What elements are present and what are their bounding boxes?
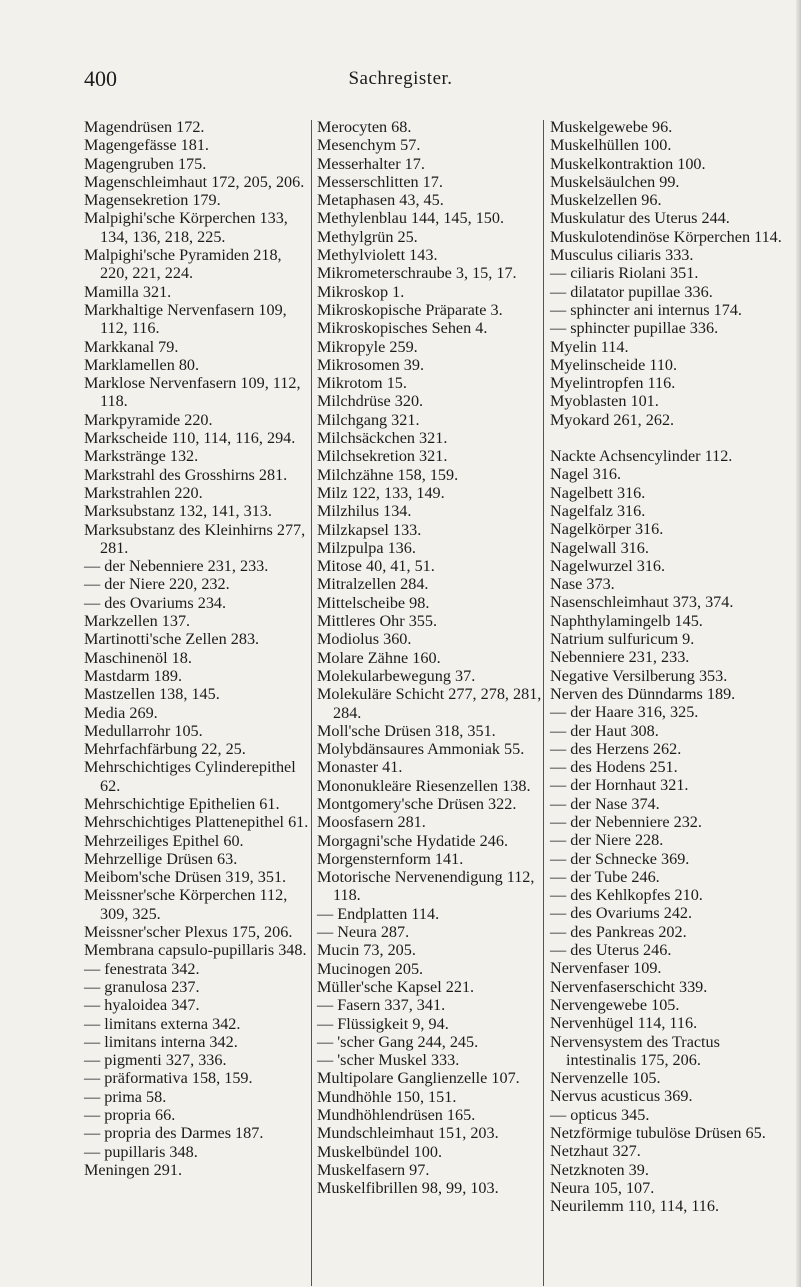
index-entry: — der Niere 228. — [550, 831, 664, 850]
index-entry: Maschinenöl 18. — [84, 648, 192, 667]
index-entry: Mikroskop 1. — [317, 282, 405, 301]
index-entry: Mikropyle 259. — [317, 337, 418, 356]
index-entry: Membrana capsulo-pupillaris 348. — [84, 941, 307, 960]
index-entry: Mehrfachfärbung 22, 25. — [84, 740, 246, 759]
column-divider — [543, 120, 544, 1286]
index-entry: Nackte Achsencylinder 112. — [550, 447, 733, 466]
index-entry: Muskelzellen 96. — [550, 191, 662, 210]
index-entry: Markstränge 132. — [84, 447, 199, 466]
index-entry: Milchsekretion 321. — [317, 447, 448, 466]
index-entry: — sphincter ani internus 174. — [550, 300, 742, 319]
index-column-3 — [550, 118, 782, 1216]
index-entry: — der Nebenniere 231, 233. — [84, 557, 269, 576]
index-entry: Marksubstanz des Kleinhirns 277, 281. — [84, 520, 306, 557]
index-column-1 — [84, 118, 310, 1179]
index-entry: Molare Zähne 160. — [317, 648, 441, 667]
index-column-2 — [317, 118, 543, 1198]
index-entry: Mononukleäre Riesenzellen 138. — [317, 776, 531, 795]
index-entry: Markstrahl des Grosshirns 281. — [84, 465, 288, 484]
index-entry: — hyaloidea 347. — [84, 996, 200, 1015]
index-entry: Neura 105, 107. — [550, 1178, 655, 1197]
index-entry: Meissner'scher Plexus 175, 206. — [84, 923, 293, 942]
index-entry: Milzkapsel 133. — [317, 520, 422, 539]
index-entry: Magensekretion 179. — [84, 191, 221, 210]
index-entry: Nagelwall 316. — [550, 538, 649, 557]
index-entry: Messerschlitten 17. — [317, 172, 443, 191]
index-entry: Muskelhüllen 100. — [550, 136, 672, 155]
index-entry: Merocyten 68. — [317, 118, 412, 136]
index-group-n — [550, 447, 782, 1215]
index-entry: Nervengewebe 105. — [550, 995, 680, 1014]
index-entry: Nebenniere 231, 233. — [550, 648, 690, 667]
index-entry: Nase 373. — [550, 575, 615, 594]
index-entry: Multipolare Ganglienzelle 107. — [317, 1069, 520, 1088]
index-entry: Moosfasern 281. — [317, 813, 426, 832]
index-entry: — prima 58. — [84, 1087, 167, 1106]
index-entry: — limitans interna 342. — [84, 1032, 238, 1051]
index-entry: Markpyramide 220. — [84, 410, 213, 429]
index-entry: Milchsäckchen 321. — [317, 429, 448, 448]
index-entry: Mikrometerschraube 3, 15, 17. — [317, 264, 517, 283]
index-entry: Markzellen 137. — [84, 612, 191, 631]
index-entry: — Endplatten 114. — [317, 904, 440, 923]
index-entry: Methylgrün 25. — [317, 227, 418, 246]
index-entry: — 'scher Gang 244, 245. — [317, 1032, 479, 1051]
index-entry: Mittelscheibe 98. — [317, 593, 430, 612]
index-entry: Milchzähne 158, 159. — [317, 465, 459, 484]
index-entry: Myelinscheide 110. — [550, 355, 678, 374]
index-entry: — des Pankreas 202. — [550, 922, 687, 941]
index-entry: Netzförmige tubulöse Drüsen 65. — [550, 1124, 766, 1143]
index-entry: — der Nase 374. — [550, 794, 660, 813]
index-entry: Mittleres Ohr 355. — [317, 612, 438, 631]
index-entry: — des Uterus 246. — [550, 941, 672, 960]
index-entry: Molekularbewegung 37. — [317, 666, 476, 685]
index-entry: Myoblasten 101. — [550, 392, 659, 411]
column-divider — [311, 120, 312, 1286]
index-entry: Methylviolett 143. — [317, 246, 438, 265]
index-entry: Nagelbett 316. — [550, 483, 646, 502]
index-entry: Netzhaut 327. — [550, 1142, 641, 1161]
index-entry: Marklose Nervenfasern 109, 112, 118. — [84, 374, 301, 411]
index-entry: — dilatator pupillae 336. — [550, 282, 713, 301]
index-entry: Nasenschleimhaut 373, 374. — [550, 593, 734, 612]
index-entry: — pupillaris 348. — [84, 1142, 198, 1161]
index-entry: Malpighi'sche Pyramiden 218, 220, 221, 224. — [84, 246, 282, 283]
index-entry: — der Haare 316, 325. — [550, 703, 699, 722]
index-entry: Müller'sche Kapsel 221. — [317, 977, 475, 996]
index-entry: Nagel 316. — [550, 465, 622, 484]
index-entry: Nervenfaserschicht 339. — [550, 977, 708, 996]
index-entry: Mehrzellige Drüsen 63. — [84, 849, 238, 868]
index-entry: Metaphasen 43, 45. — [317, 191, 444, 210]
index-entry: — der Nebenniere 232. — [550, 812, 702, 831]
index-entry: Mundhöhle 150, 151. — [317, 1087, 457, 1106]
index-entry: Mehrschichtiges Cylinderepithel 62. — [84, 758, 296, 795]
index-entry: Nagelkörper 316. — [550, 520, 664, 539]
index-entry: Mitose 40, 41, 51. — [317, 557, 435, 576]
index-entry: — der Hornhaut 321. — [550, 776, 689, 795]
index-entry: Mehrschichtige Epithelien 61. — [84, 794, 280, 813]
index-entry: Markkanal 79. — [84, 337, 179, 356]
index-entry: Netzknoten 39. — [550, 1160, 649, 1179]
index-entry: — limitans externa 342. — [84, 1014, 241, 1033]
index-entry: Marksubstanz 132, 141, 313. — [84, 502, 272, 521]
index-entry: Milchdrüse 320. — [317, 392, 424, 411]
index-entry: Molekuläre Schicht 277, 278, 281, 284. — [317, 685, 542, 722]
page-number: 400 — [84, 66, 117, 91]
index-entry: — des Ovariums 234. — [84, 593, 227, 612]
index-entry: — des Kehlkopfes 210. — [550, 886, 703, 905]
index-entry: — ciliaris Riolani 351. — [550, 264, 699, 283]
index-entry: Malpighi'sche Körperchen 133, 134, 136, 218, 225. — [84, 209, 288, 246]
index-entry: Modiolus 360. — [317, 630, 412, 649]
index-entry: — propria 66. — [84, 1106, 176, 1125]
index-entry: — pigmenti 327, 336. — [84, 1051, 227, 1070]
index-entry: Naphthylamingelb 145. — [550, 611, 703, 630]
index-entry: Nervenzelle 105. — [550, 1069, 661, 1088]
index-entry: Montgomery'sche Drüsen 322. — [317, 794, 517, 813]
index-entry: — granulosa 237. — [84, 977, 200, 996]
index-entry: Magengefässe 181. — [84, 136, 209, 155]
index-group-m — [550, 118, 782, 429]
index-entry: Muskelkontraktion 100. — [550, 154, 706, 173]
index-entry: — propria des Darmes 187. — [84, 1124, 264, 1143]
index-entry: Muskulotendinöse Körperchen 114. — [550, 227, 782, 246]
index-entry: — präformativa 158, 159. — [84, 1069, 253, 1088]
index-entry: Mucinogen 205. — [317, 959, 424, 978]
index-entry: — des Herzens 262. — [550, 739, 682, 758]
index-entry: Nervus acusticus 369. — [550, 1087, 693, 1106]
page-edge — [796, 0, 801, 1287]
running-head: Sachregister. — [348, 68, 453, 89]
index-entry: Mikrotom 15. — [317, 374, 407, 393]
index-entry: Molybdänsaures Ammoniak 55. — [317, 740, 525, 759]
index-entry: — der Niere 220, 232. — [84, 575, 230, 594]
index-entry: Milzpulpa 136. — [317, 538, 416, 557]
index-entry: — der Tube 246. — [550, 867, 660, 886]
index-entry: — 'scher Muskel 333. — [317, 1051, 460, 1070]
index-entry: Natrium sulfuricum 9. — [550, 630, 695, 649]
index-entry: Mitralzellen 284. — [317, 575, 429, 594]
index-entry: Mehrzeiliges Epithel 60. — [84, 831, 244, 850]
index-entry: Motorische Nervenendigung 112, 118. — [317, 868, 535, 905]
index-entry: — des Ovariums 242. — [550, 904, 693, 923]
index-entry: Mikroskopische Präparate 3. — [317, 300, 503, 319]
index-entry: — der Schnecke 369. — [550, 849, 690, 868]
index-entry: Moll'sche Drüsen 318, 351. — [317, 721, 496, 740]
index-entry: Marklamellen 80. — [84, 355, 200, 374]
index-entry: Myelin 114. — [550, 337, 629, 356]
index-entry: Nerven des Dünndarms 189. — [550, 684, 736, 703]
index-entry: Morgagni'sche Hydatide 246. — [317, 831, 508, 850]
index-entry: Markhaltige Nervenfasern 109, 112, 116. — [84, 300, 287, 338]
index-entry: Markscheide 110, 114, 116, 294. — [84, 429, 296, 448]
index-entry: Nervensystem des Tractus intestinalis 175, 206. — [550, 1032, 720, 1069]
index-entry: Milzhilus 134. — [317, 502, 412, 521]
index-entry: Nervenhügel 114, 116. — [550, 1014, 698, 1033]
index-entry: Martinotti'sche Zellen 283. — [84, 630, 260, 649]
index-entry: Nervenfaser 109. — [550, 959, 662, 978]
index-entry: Muskelfasern 97. — [317, 1160, 430, 1179]
index-entry: Mucin 73, 205. — [317, 941, 416, 960]
index-entry: Mastdarm 189. — [84, 666, 183, 685]
letter-group-gap — [550, 429, 782, 447]
index-entry: Milz 122, 133, 149. — [317, 483, 445, 502]
index-entry: Meningen 291. — [84, 1160, 183, 1179]
index-entry: Nagelfalz 316. — [550, 501, 646, 520]
index-entry: Morgensternform 141. — [317, 849, 464, 868]
index-entry: Mundschleimhaut 151, 203. — [317, 1124, 499, 1143]
index-entry: Magenschleimhaut 172, 205, 206. — [84, 172, 305, 191]
index-entry: — der Haut 308. — [550, 721, 659, 740]
index-entry: Mikroskopisches Sehen 4. — [317, 319, 488, 338]
index-entry: — des Hodens 251. — [550, 758, 678, 777]
index-entry: Muskelbündel 100. — [317, 1142, 442, 1161]
index-entry: Messerhalter 17. — [317, 154, 425, 173]
index-entry: — sphincter pupillae 336. — [550, 319, 719, 338]
index-entry: Mundhöhlendrüsen 165. — [317, 1106, 476, 1125]
index-entry: Mamilla 321. — [84, 282, 172, 301]
index-entry: Muskelgewebe 96. — [550, 118, 673, 136]
index-entry: Mesenchym 57. — [317, 136, 421, 155]
index-entry: Medullarrohr 105. — [84, 721, 203, 740]
index-entry: — Flüssigkeit 9, 94. — [317, 1014, 449, 1033]
index-entry: Mikrosomen 39. — [317, 355, 425, 374]
index-entry: Neurilemm 110, 114, 116. — [550, 1197, 720, 1216]
index-entry: Monaster 41. — [317, 758, 403, 777]
index-entry: Myelintropfen 116. — [550, 374, 676, 393]
index-entry: Myokard 261, 262. — [550, 410, 675, 429]
index-entry: — Fasern 337, 341. — [317, 996, 446, 1015]
index-entry: Meissner'sche Körperchen 112, 309, 325. — [84, 886, 288, 923]
index-entry: Muskelsäulchen 99. — [550, 172, 680, 191]
index-entry: Methylenblau 144, 145, 150. — [317, 209, 505, 228]
index-entry: Mehrschichtiges Plattenepithel 61. — [84, 813, 309, 832]
index-entry: Magengruben 175. — [84, 154, 207, 173]
index-entry: — opticus 345. — [550, 1105, 650, 1124]
index-entry: — fenestrata 342. — [84, 959, 200, 978]
index-entry: Media 269. — [84, 703, 158, 722]
index-entry: Meibom'sche Drüsen 319, 351. — [84, 868, 287, 887]
index-entry: Musculus ciliaris 333. — [550, 246, 694, 265]
index-entry: Nagelwurzel 316. — [550, 556, 666, 575]
index-entry: Markstrahlen 220. — [84, 483, 203, 502]
index-entry: Magendrüsen 172. — [84, 118, 205, 136]
index-entry: Muskelfibrillen 98, 99, 103. — [317, 1179, 499, 1198]
index-entry: — Neura 287. — [317, 923, 410, 942]
index-entry: Negative Versilberung 353. — [550, 666, 728, 685]
index-entry: Milchgang 321. — [317, 410, 420, 429]
index-entry: Muskulatur des Uterus 244. — [550, 209, 730, 228]
index-entry: Mastzellen 138, 145. — [84, 685, 220, 704]
